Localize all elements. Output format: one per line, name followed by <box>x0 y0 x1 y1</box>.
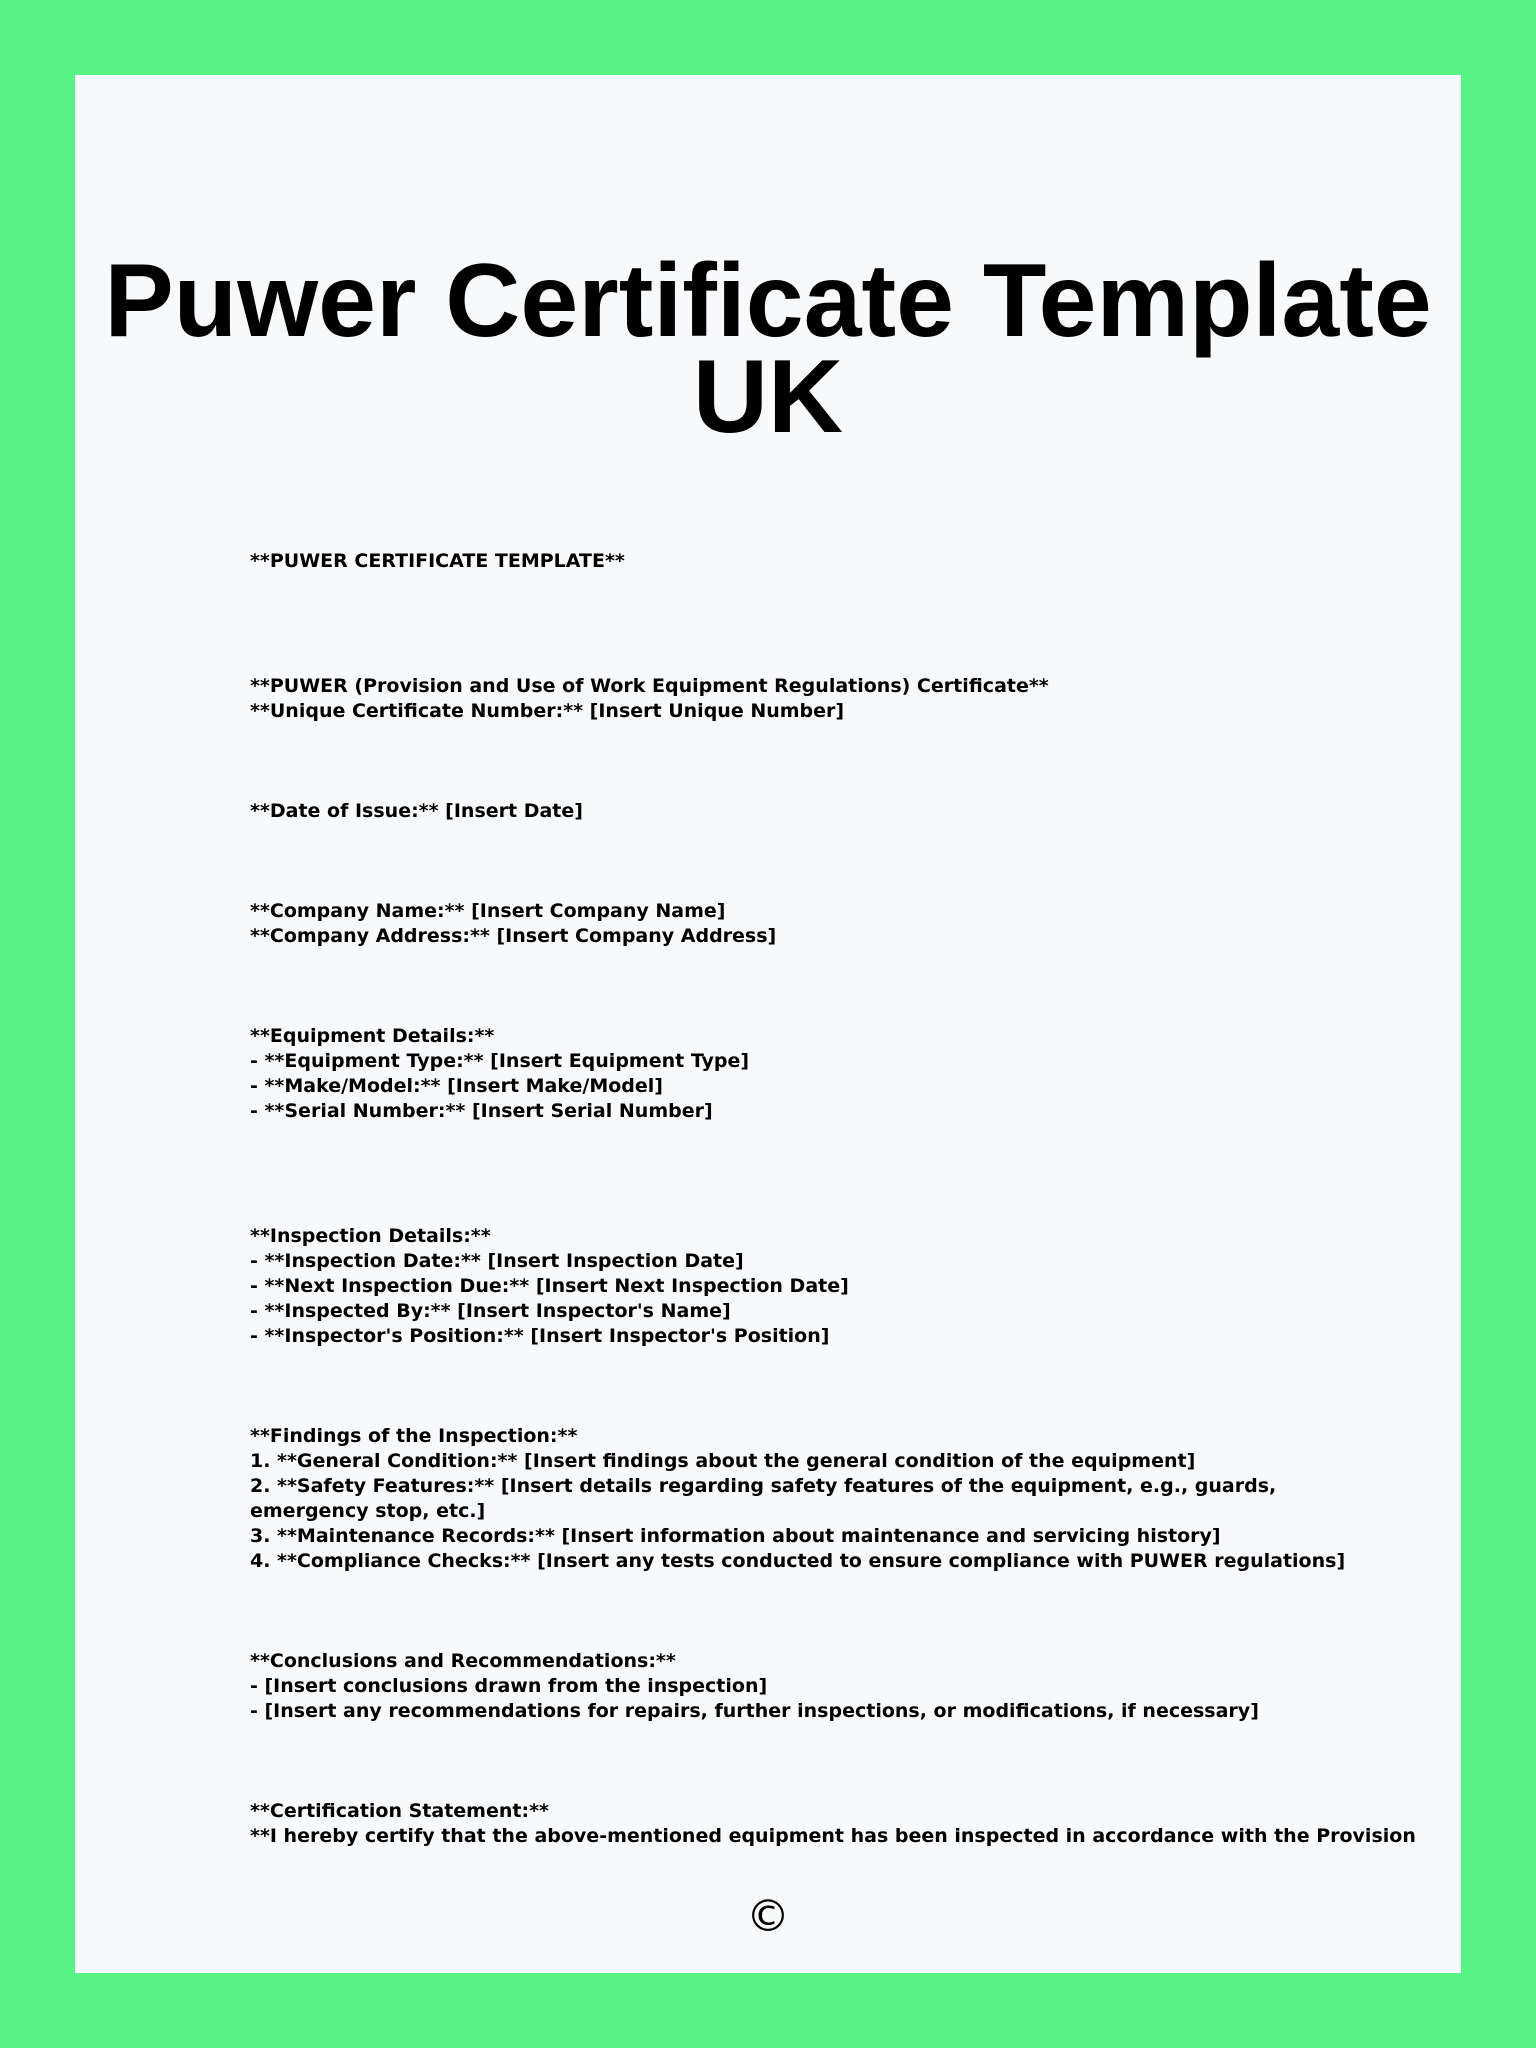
conclusions-block <box>250 1649 1370 1724</box>
findings-item-general-condition: 1. **General Condition:** [Insert findings about the general condition of the equipment] <box>250 1450 1196 1472</box>
company-name: **Company Name:** [Insert Company Name] <box>250 900 726 922</box>
inspection-heading: **Inspection Details:** <box>250 1225 491 1247</box>
inspection-details-block <box>250 1224 1370 1349</box>
conclusions-heading: **Conclusions and Recommendations:** <box>250 1650 676 1672</box>
findings-item-compliance-checks: 4. **Compliance Checks:** [Insert any tests conducted to ensure compliance with PUWER regulations] <box>250 1550 1346 1572</box>
conclusions-item-2: - [Insert any recommendations for repairs, further inspections, or modifications, if necessary] <box>250 1700 1259 1722</box>
equipment-heading: **Equipment Details:** <box>250 1025 495 1047</box>
certification-heading: **Certification Statement:** <box>250 1800 549 1822</box>
inspection-inspected-by: - **Inspected By:** [Insert Inspector's Name] <box>250 1300 731 1322</box>
document-page <box>75 75 1461 1973</box>
date-of-issue: **Date of Issue:** [Insert Date] <box>250 800 583 822</box>
certificate-number: **Unique Certificate Number:** [Insert Unique Number] <box>250 700 845 722</box>
document-heading: **PUWER CERTIFICATE TEMPLATE** <box>250 550 625 572</box>
inspection-next-due: - **Next Inspection Due:** [Insert Next Inspection Date] <box>250 1275 849 1297</box>
certification-block <box>250 1799 1416 1849</box>
copyright-icon: © <box>746 1891 790 1942</box>
inspection-date: - **Inspection Date:** [Insert Inspection Date] <box>250 1250 744 1272</box>
equipment-serial: - **Serial Number:** [Insert Serial Number] <box>250 1100 713 1122</box>
page-title <box>75 243 1461 455</box>
conclusions-item-1: - [Insert conclusions drawn from the inspection] <box>250 1675 768 1697</box>
company-block <box>250 899 1370 949</box>
date-of-issue-block <box>250 799 1370 824</box>
findings-item-maintenance-records: 3. **Maintenance Records:** [Insert information about maintenance and servicing history] <box>250 1525 1221 1547</box>
equipment-type: - **Equipment Type:** [Insert Equipment Type] <box>250 1050 750 1072</box>
company-address: **Company Address:** [Insert Company Address] <box>250 925 777 947</box>
findings-heading: **Findings of the Inspection:** <box>250 1425 578 1447</box>
certificate-title-block <box>250 674 1370 724</box>
equipment-make-model: - **Make/Model:** [Insert Make/Model] <box>250 1075 663 1097</box>
certification-text: **I hereby certify that the above-mentioned equipment has been inspected in accordance with the Provision <box>250 1825 1416 1847</box>
inspection-inspector-position: - **Inspector's Position:** [Insert Inspector's Position] <box>250 1325 830 1347</box>
certificate-title: **PUWER (Provision and Use of Work Equipment Regulations) Certificate** <box>250 675 1049 697</box>
findings-item-safety-features: 2. **Safety Features:** [Insert details regarding safety features of the equipment, e.g., guards, emergency stop, etc.] <box>250 1475 1277 1522</box>
equipment-details-block <box>250 1024 1370 1124</box>
document-heading-block <box>250 549 1370 574</box>
findings-block <box>250 1424 1370 1574</box>
title-line-1: Puwer Certificate Template <box>104 243 1432 359</box>
title-line-2: UK <box>692 339 844 455</box>
